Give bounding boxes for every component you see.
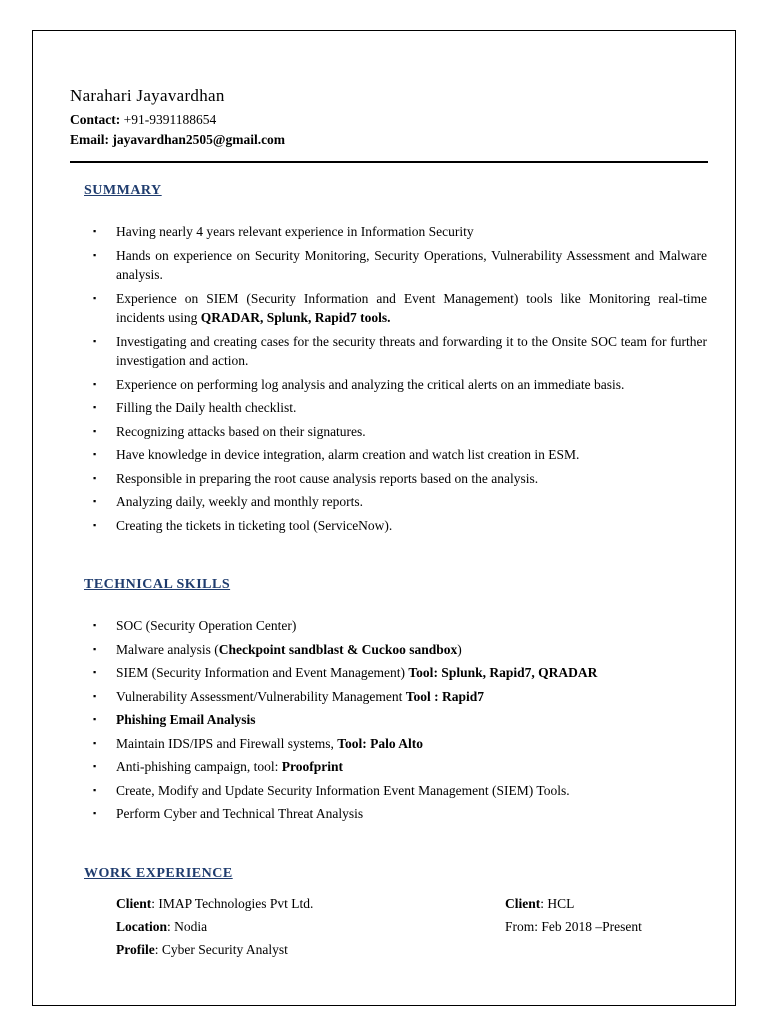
item-text: Experience on performing log analysis and analyzing the critical alerts on an immediate basis. bbox=[116, 376, 625, 392]
bullet-icon: ▪ bbox=[93, 690, 97, 701]
list-item bbox=[93, 804, 707, 824]
bullet-icon: ▪ bbox=[93, 226, 97, 236]
item-text: Have knowledge in device integration, alarm creation and watch list creation in ESM. bbox=[116, 447, 580, 462]
bullet-icon: ▪ bbox=[93, 667, 97, 677]
item-text: Perform Cyber and Technical Threat Analysis bbox=[116, 806, 364, 821]
item-text: Filling the Daily health checklist. bbox=[116, 400, 297, 415]
profile-field bbox=[116, 938, 505, 961]
work-heading: WORK EXPERIENCE bbox=[84, 866, 233, 881]
list-item bbox=[93, 492, 707, 512]
item-text: SIEM (Security Information and Event Management) bbox=[116, 665, 409, 680]
item-text: Investigating and creating cases for the security threats and forwarding it to the Onsite SOC team for further investigation and action. bbox=[116, 333, 707, 368]
summary-list bbox=[93, 222, 707, 539]
item-text: Maintain IDS/IPS and Firewall systems, bbox=[116, 735, 338, 751]
work-row-client bbox=[116, 892, 676, 915]
bullet-icon: ▪ bbox=[93, 714, 97, 724]
email-value: jayavardhan2505@gmail.com bbox=[109, 132, 286, 147]
list-item bbox=[93, 616, 707, 636]
bullet-icon: ▪ bbox=[93, 449, 97, 459]
bullet-icon: ▪ bbox=[93, 335, 97, 346]
contact-line bbox=[70, 110, 285, 130]
bullet-icon: ▪ bbox=[93, 425, 97, 436]
location-label: Location bbox=[116, 919, 168, 934]
list-item bbox=[93, 734, 707, 754]
item-text: Vulnerability Assessment/Vulnerability Management bbox=[116, 688, 406, 704]
work-row-location bbox=[116, 915, 676, 938]
item-text: Responsible in preparing the root cause analysis reports based on the analysis. bbox=[116, 470, 539, 486]
item-text: Create, Modify and Update Security Information Event Management (SIEM) Tools. bbox=[116, 782, 570, 798]
client-label: Client bbox=[116, 896, 152, 911]
contact-value: +91-9391188654 bbox=[120, 112, 217, 127]
from-field: From: Feb 2018 –Present bbox=[505, 919, 642, 934]
bullet-icon: ▪ bbox=[93, 472, 97, 483]
bullet-icon: ▪ bbox=[93, 643, 97, 654]
client2-label: Client bbox=[505, 896, 541, 911]
item-bold-text: QRADAR, Splunk, Rapid7 tools. bbox=[200, 310, 391, 325]
bullet-icon: ▪ bbox=[93, 737, 97, 748]
email-label: Email: bbox=[70, 132, 109, 147]
item-text: Having nearly 4 years relevant experience in Information Security bbox=[116, 224, 474, 239]
bullet-icon: ▪ bbox=[93, 620, 97, 630]
list-item bbox=[93, 289, 707, 328]
resume-header bbox=[70, 86, 285, 150]
bullet-icon: ▪ bbox=[93, 249, 97, 260]
contact-label: Contact: bbox=[70, 112, 121, 127]
item-bold-text: Proofprint bbox=[281, 759, 343, 774]
list-item bbox=[93, 222, 707, 242]
header-divider bbox=[70, 161, 708, 163]
list-item bbox=[93, 516, 707, 536]
bullet-icon: ▪ bbox=[93, 496, 97, 506]
item-text: Analyzing daily, weekly and monthly reports. bbox=[116, 494, 363, 509]
item-bold-text: Phishing Email Analysis bbox=[116, 712, 256, 727]
profile-value: : Cyber Security Analyst bbox=[154, 942, 288, 957]
item-text: Anti-phishing campaign, tool: bbox=[116, 759, 282, 774]
list-item bbox=[93, 332, 707, 371]
location-field bbox=[116, 915, 505, 938]
list-item bbox=[93, 663, 707, 683]
list-item bbox=[93, 246, 707, 285]
item-text: Hands on experience on Security Monitoring, Security Operations, Vulnerability Assessment and Malware analysis. bbox=[116, 247, 707, 282]
location-value: : Nodia bbox=[167, 919, 208, 934]
email-line bbox=[70, 130, 285, 150]
client2-value: : HCL bbox=[540, 896, 575, 911]
bullet-icon: ▪ bbox=[93, 808, 97, 818]
skills-heading: TECHNICAL SKILLS bbox=[84, 577, 231, 592]
list-item bbox=[93, 469, 707, 489]
client2-field bbox=[505, 892, 574, 915]
bullet-icon: ▪ bbox=[93, 761, 97, 771]
summary-heading: SUMMARY bbox=[84, 183, 162, 198]
client-field bbox=[116, 892, 505, 915]
list-item bbox=[93, 640, 707, 660]
list-item bbox=[93, 687, 707, 707]
bullet-icon: ▪ bbox=[93, 292, 97, 303]
list-item bbox=[93, 375, 707, 395]
list-item bbox=[93, 757, 707, 777]
work-row-profile bbox=[116, 938, 676, 961]
client-value: : IMAP Technologies Pvt Ltd. bbox=[151, 896, 314, 911]
item-bold-text: Checkpoint sandblast & Cuckoo sandbox bbox=[218, 641, 458, 657]
bullet-icon: ▪ bbox=[93, 402, 97, 412]
item-text: Experience on SIEM (Security Information and Event Management) tools like Monitoring real-time incidents using bbox=[116, 290, 707, 325]
bullet-icon: ▪ bbox=[93, 378, 97, 389]
item-after-text: ) bbox=[457, 641, 462, 657]
list-item bbox=[93, 781, 707, 801]
item-bold-text: Tool : Rapid7 bbox=[405, 688, 484, 704]
item-text: SOC (Security Operation Center) bbox=[116, 618, 297, 633]
item-text: Creating the tickets in ticketing tool (ServiceNow). bbox=[116, 517, 393, 533]
profile-label: Profile bbox=[116, 942, 155, 957]
list-item bbox=[93, 710, 707, 730]
skills-list bbox=[93, 616, 707, 828]
item-bold-text: Tool: Palo Alto bbox=[337, 735, 424, 751]
list-item bbox=[93, 422, 707, 442]
item-text: Recognizing attacks based on their signatures. bbox=[116, 423, 366, 439]
item-bold-text: Tool: Splunk, Rapid7, QRADAR bbox=[408, 665, 598, 680]
candidate-name: Narahari Jayavardhan bbox=[70, 86, 225, 105]
item-text: Malware analysis ( bbox=[116, 641, 219, 657]
list-item bbox=[93, 445, 707, 465]
list-item bbox=[93, 398, 707, 418]
work-experience bbox=[116, 892, 676, 961]
bullet-icon: ▪ bbox=[93, 784, 97, 795]
bullet-icon: ▪ bbox=[93, 519, 97, 530]
